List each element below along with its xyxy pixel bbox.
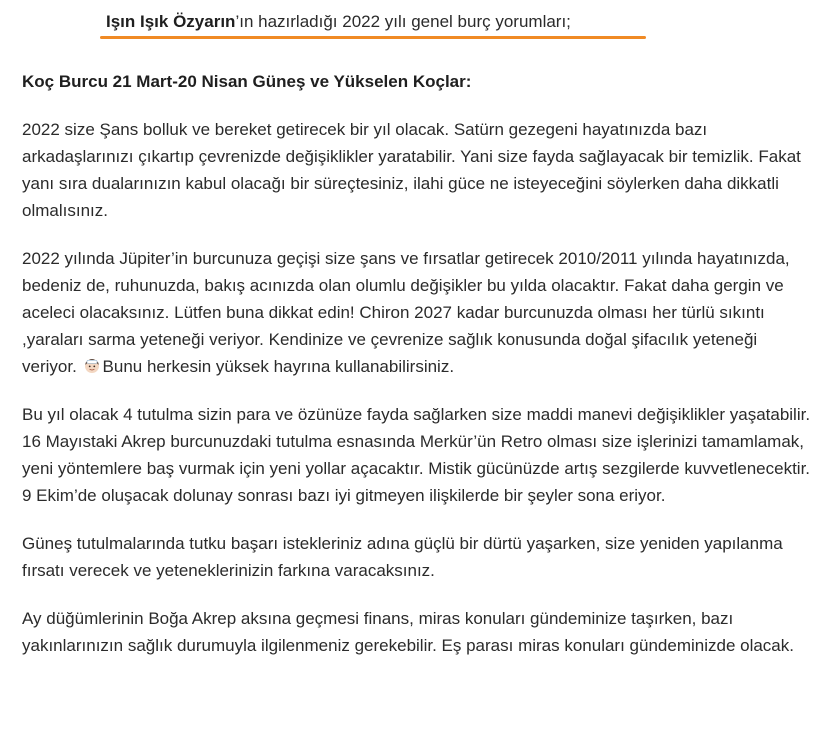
intro-text: ’ın hazırladığı 2022 yılı genel burç yorumları; [235, 12, 571, 31]
author-name: Işın Işık Özyarın [106, 12, 236, 31]
paragraph-2-text: 2022 yılında Jüpiter’in burcunuza geçişi size şans ve fırsatlar getirecek 2010/2011 yılında hayatınızda, bedeniz de, ruhunuzda, bakış acınızda olan olumlu değişikler bu yılda olacaktır. Fakat daha gergin ve aceleci olacaksınız. Lütfen buna dikkat edin! Chiron 2027 kadar burcunuzda olması her türlü sıkıntı ,yaraları sarma yeteneği veriyor. Kendinize ve çevrenize sağlık konusunda doğal şifacılık yeteneği veriyor. [22, 249, 790, 376]
article-body [22, 0, 812, 659]
paragraph-2 [22, 245, 812, 380]
intro-underline [100, 36, 646, 39]
intro-line [22, 8, 812, 38]
woman-health-worker-icon [84, 355, 100, 371]
paragraph-5: Ay düğümlerinin Boğa Akrep aksına geçmesi finans, miras konuları gündeminize taşırken, bazı yakınlarınızın sağlık durumuyla ilgilenmeniz gerekebilir. Eş parası miras konuları gündeminizde olacak. [22, 609, 794, 655]
paragraph-3: Bu yıl olacak 4 tutulma sizin para ve özünüze fayda sağlarken size maddi manevi değişiklikler yaşatabilir. 16 Mayıstaki Akrep burcunuzdaki tutulma esnasında Merkür’ün Retro olması size işlerinizi tamamlamak, yeni yöntemlere baş vurmak için yeni yollar açacaktır. Mistik gücünüzde artış sezgilerde kuvvetlenecektir. 9 Ekim’de oluşacak dolunay sonrası bazı iyi gitmeyen ilişkilerde bir şeyler sona eriyor. [22, 405, 811, 505]
paragraph-1: 2022 size Şans bolluk ve bereket getirecek bir yıl olacak. Satürn gezegeni hayatınızda bazı arkadaşlarınızı çıkartıp çevrenizde değişiklikler yaratabilir. Yani size fayda sağlayacak bir temizlik. Fakat yanı sıra dualarınızın kabul olacağı bir süreçtesiniz, ilahi güce ne isteyeceğini söylerken daha dikkatli olmalısınız. [22, 120, 801, 220]
section-heading: Koç Burcu 21 Mart-20 Nisan Güneş ve Yükselen Koçlar: [22, 72, 472, 91]
paragraph-4: Güneş tutulmalarında tutku başarı istekleriniz adına güçlü bir dürtü yaşarken, size yeniden yapılanma fırsatı verecek ve yeteneklerinizin farkına varacaksınız. [22, 534, 783, 580]
paragraph-2-tail: Bunu herkesin yüksek hayrına kullanabilirsiniz. [102, 357, 455, 376]
